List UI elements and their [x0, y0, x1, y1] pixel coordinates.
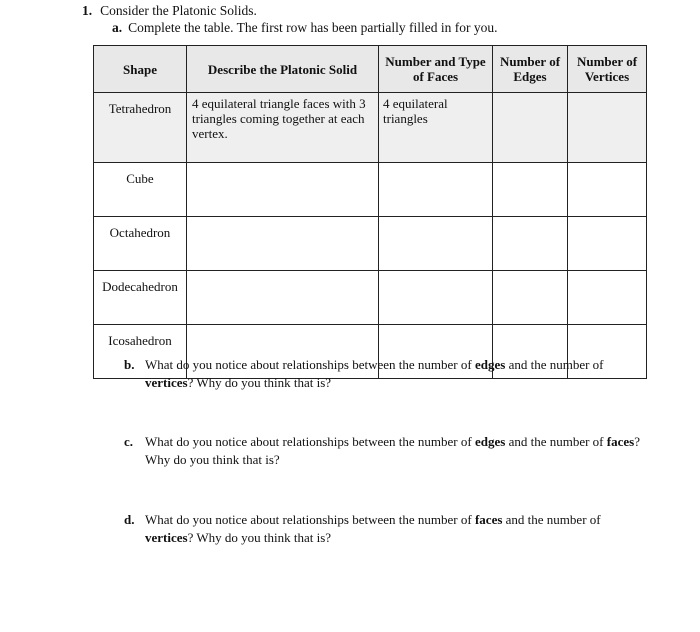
question-1-number: 1.	[82, 3, 93, 18]
shape-cell: Cube	[94, 163, 187, 217]
edges-cell[interactable]	[493, 93, 568, 163]
table-row-tetrahedron	[94, 93, 647, 163]
question-b-letter: b.	[124, 357, 135, 372]
vertices-cell[interactable]	[568, 93, 647, 163]
table-row-dodecahedron	[94, 271, 647, 325]
question-1-text: Consider the Platonic Solids.	[100, 3, 257, 18]
table-row-octahedron	[94, 217, 647, 271]
edges-cell[interactable]	[493, 163, 568, 217]
question-c	[124, 433, 644, 469]
faces-cell[interactable]: 4 equilateral triangles	[379, 93, 493, 163]
header-describe: Describe the Platonic Solid	[187, 46, 379, 93]
edges-cell[interactable]	[493, 271, 568, 325]
header-faces: Number and Type of Faces	[379, 46, 493, 93]
shape-cell: Octahedron	[94, 217, 187, 271]
part-a-text: Complete the table. The first row has been partially filled in for you.	[128, 20, 498, 35]
describe-cell[interactable]	[187, 163, 379, 217]
question-b-text: What do you notice about relationships between the number of edges and the number of vertices? Why do you think that is?	[145, 357, 604, 390]
header-shape: Shape	[94, 46, 187, 93]
describe-cell[interactable]: 4 equilateral triangle faces with 3 triangles coming together at each vertex.	[187, 93, 379, 163]
describe-cell[interactable]	[187, 271, 379, 325]
shape-cell: Icosahedron	[94, 325, 187, 379]
question-d-letter: d.	[124, 512, 135, 527]
part-a-instruction	[112, 20, 498, 36]
shape-cell: Tetrahedron	[94, 93, 187, 163]
question-c-letter: c.	[124, 434, 134, 449]
describe-cell[interactable]	[187, 217, 379, 271]
question-d-text: What do you notice about relationships between the number of faces and the number of vertices? Why do you think that is?	[145, 512, 601, 545]
faces-cell[interactable]	[379, 163, 493, 217]
platonic-solids-table	[93, 45, 647, 379]
shape-cell: Dodecahedron	[94, 271, 187, 325]
table-header-row	[94, 46, 647, 93]
question-d	[124, 511, 644, 547]
header-vertices: Number of Vertices	[568, 46, 647, 93]
part-a-letter: a.	[112, 20, 123, 35]
table-row-cube	[94, 163, 647, 217]
header-edges: Number of Edges	[493, 46, 568, 93]
question-1-heading	[82, 3, 257, 19]
vertices-cell[interactable]	[568, 163, 647, 217]
vertices-cell[interactable]	[568, 217, 647, 271]
vertices-cell[interactable]	[568, 271, 647, 325]
question-b	[124, 356, 644, 392]
faces-cell[interactable]	[379, 217, 493, 271]
faces-cell[interactable]	[379, 271, 493, 325]
question-c-text: What do you notice about relationships between the number of edges and the number of faces? Why do you think that is?	[145, 434, 640, 467]
edges-cell[interactable]	[493, 217, 568, 271]
